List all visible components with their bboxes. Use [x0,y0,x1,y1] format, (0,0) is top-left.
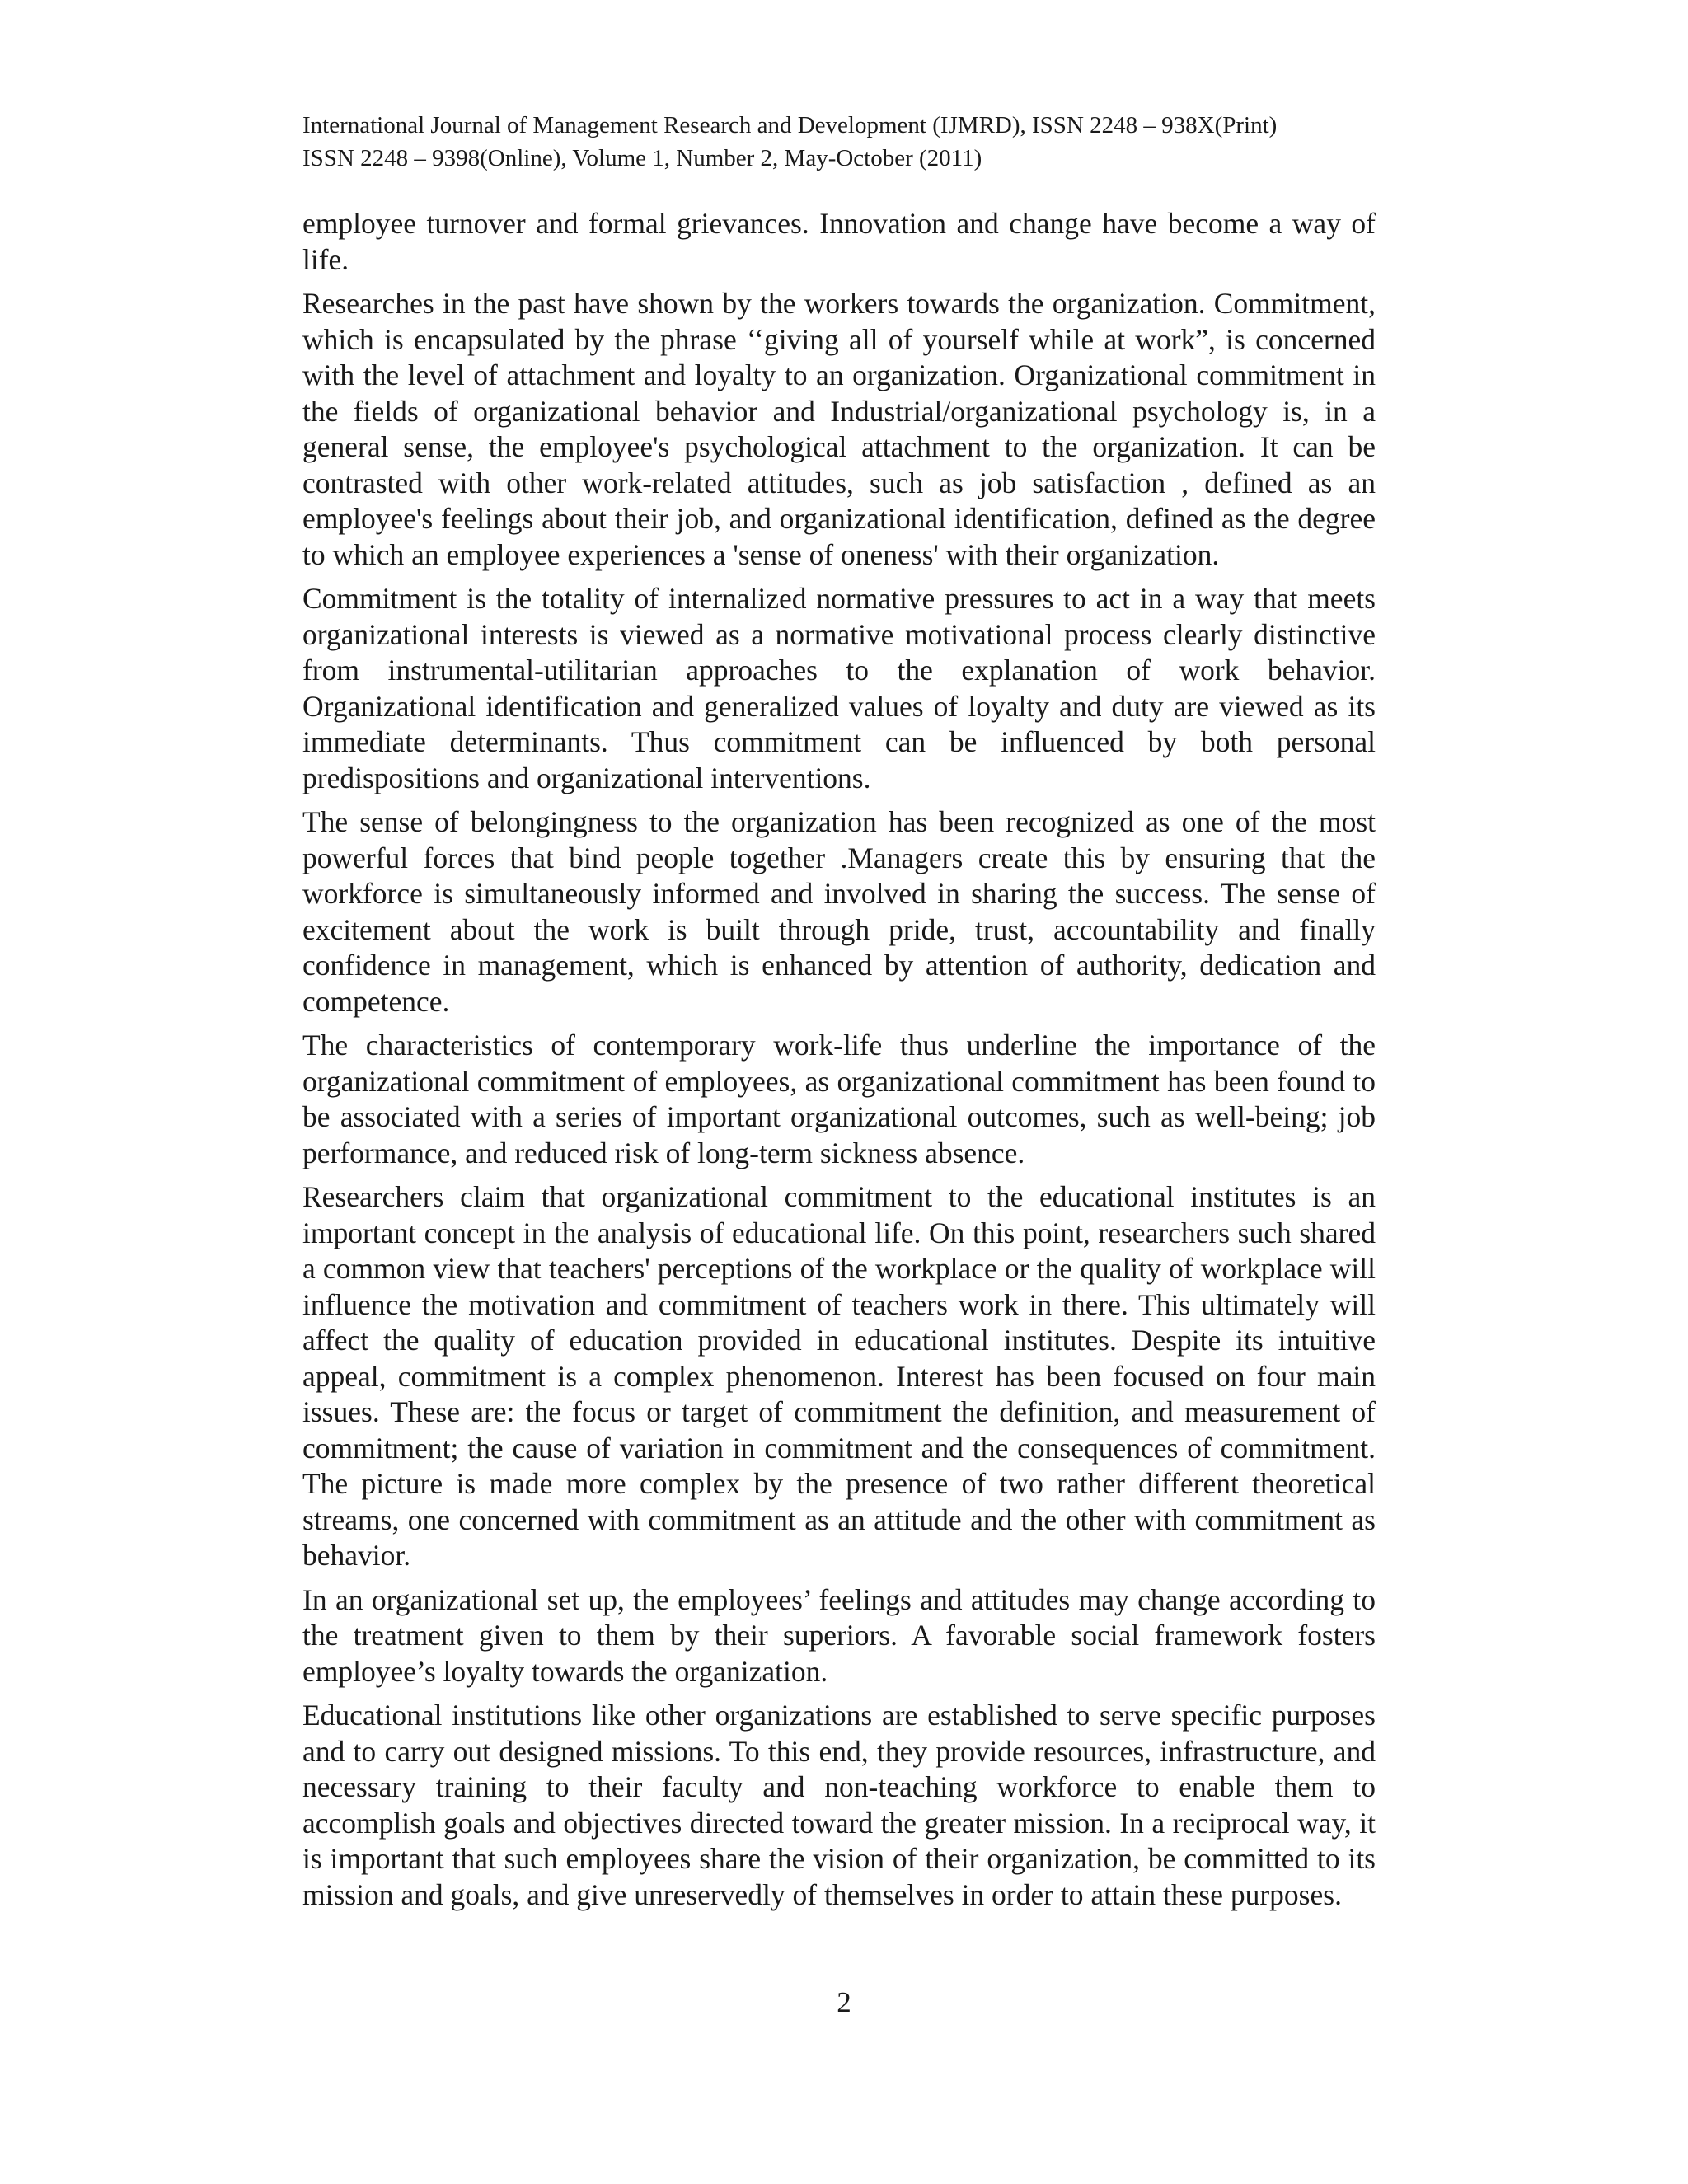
header-issn-line: ISSN 2248 – 9398(Online), Volume 1, Number 2, May-October (2011) [302,145,982,171]
paragraph: Educational institutions like other organizations are established to serve specific purposes and to carry out designed missions. To this end, they provide resources, infrastructure, and necessary training to their faculty and non-teaching workforce to enable them to accomplish goals and objectives directed toward the greater mission. In a reciprocal way, it is important that such employees share the vision of their organization, be committed to its mission and goals, and give unreservedly of themselves in order to attain these purposes. [302,1699,1376,1911]
header-journal-line: International Journal of Management Research and Development (IJMRD), ISSN 2248 – 938X(Print) [302,112,1278,138]
paragraph: Commitment is the totality of internalized normative pressures to act in a way that meets organizational interests is viewed as a normative motivational process clearly distinctive from instrumental-utilitarian approaches to the explanation of work behavior. Organizational identification and generalized values of loyalty and duty are viewed as its immediate determinants. Thus commitment can be influenced by both personal predispositions and organizational interventions. [302,582,1376,794]
running-header [302,109,1390,175]
paragraph: Researches in the past have shown by the workers towards the organization. Commitment, which is encapsulated by the phrase ‘‘giving all of yourself while at work”, is concerned with the level of attachment and loyalty to an organization. Organizational commitment in the fields of organizational behavior and Industrial/organizational psychology is, in a general sense, the employee's psychological attachment to the organization. It can be contrasted with other work-related attitudes, such as job satisfaction , defined as an employee's feelings about their job, and organizational identification, defined as the degree to which an employee experiences a 'sense of oneness' with their organization. [302,287,1376,571]
paragraph: employee turnover and formal grievances. Innovation and change have become a way of life. [302,207,1376,276]
paragraph: In an organizational set up, the employees’ feelings and attitudes may change according to the treatment given to them by their superiors. A favorable social framework fosters employee’s loyalty towards the organization. [302,1582,1376,1688]
body-text [302,206,1376,1921]
paragraph: Researchers claim that organizational commitment to the educational institutes is an important concept in the analysis of educational life. On this point, researchers such shared a common view that teachers' perceptions of the workplace or the quality of workplace will influence the motivation and commitment of teachers work in there. This ultimately will affect the quality of education provided in educational institutes. Despite its intuitive appeal, commitment is a complex phenomenon. Interest has been focused on four main issues. These are: the focus or target of commitment the definition, and measurement of commitment; the cause of variation in commitment and the consequences of commitment. The picture is made more complex by the presence of two rather different theoretical streams, one concerned with commitment as an attitude and the other with commitment as behavior. [302,1180,1376,1572]
page-number: 2 [837,1986,851,2018]
paragraph: The characteristics of contemporary work-life thus underline the importance of the organizational commitment of employees, as organizational commitment has been found to be associated with a series of important organizational outcomes, such as well-being; job performance, and reduced risk of long-term sickness absence. [302,1029,1376,1169]
paragraph: The sense of belongingness to the organization has been recognized as one of the most powerful forces that bind people together .Managers create this by ensuring that the workforce is simultaneously informed and involved in sharing the success. The sense of excitement about the work is built through pride, trust, accountability and finally confidence in management, which is enhanced by attention of authority, dedication and competence. [302,805,1376,1018]
